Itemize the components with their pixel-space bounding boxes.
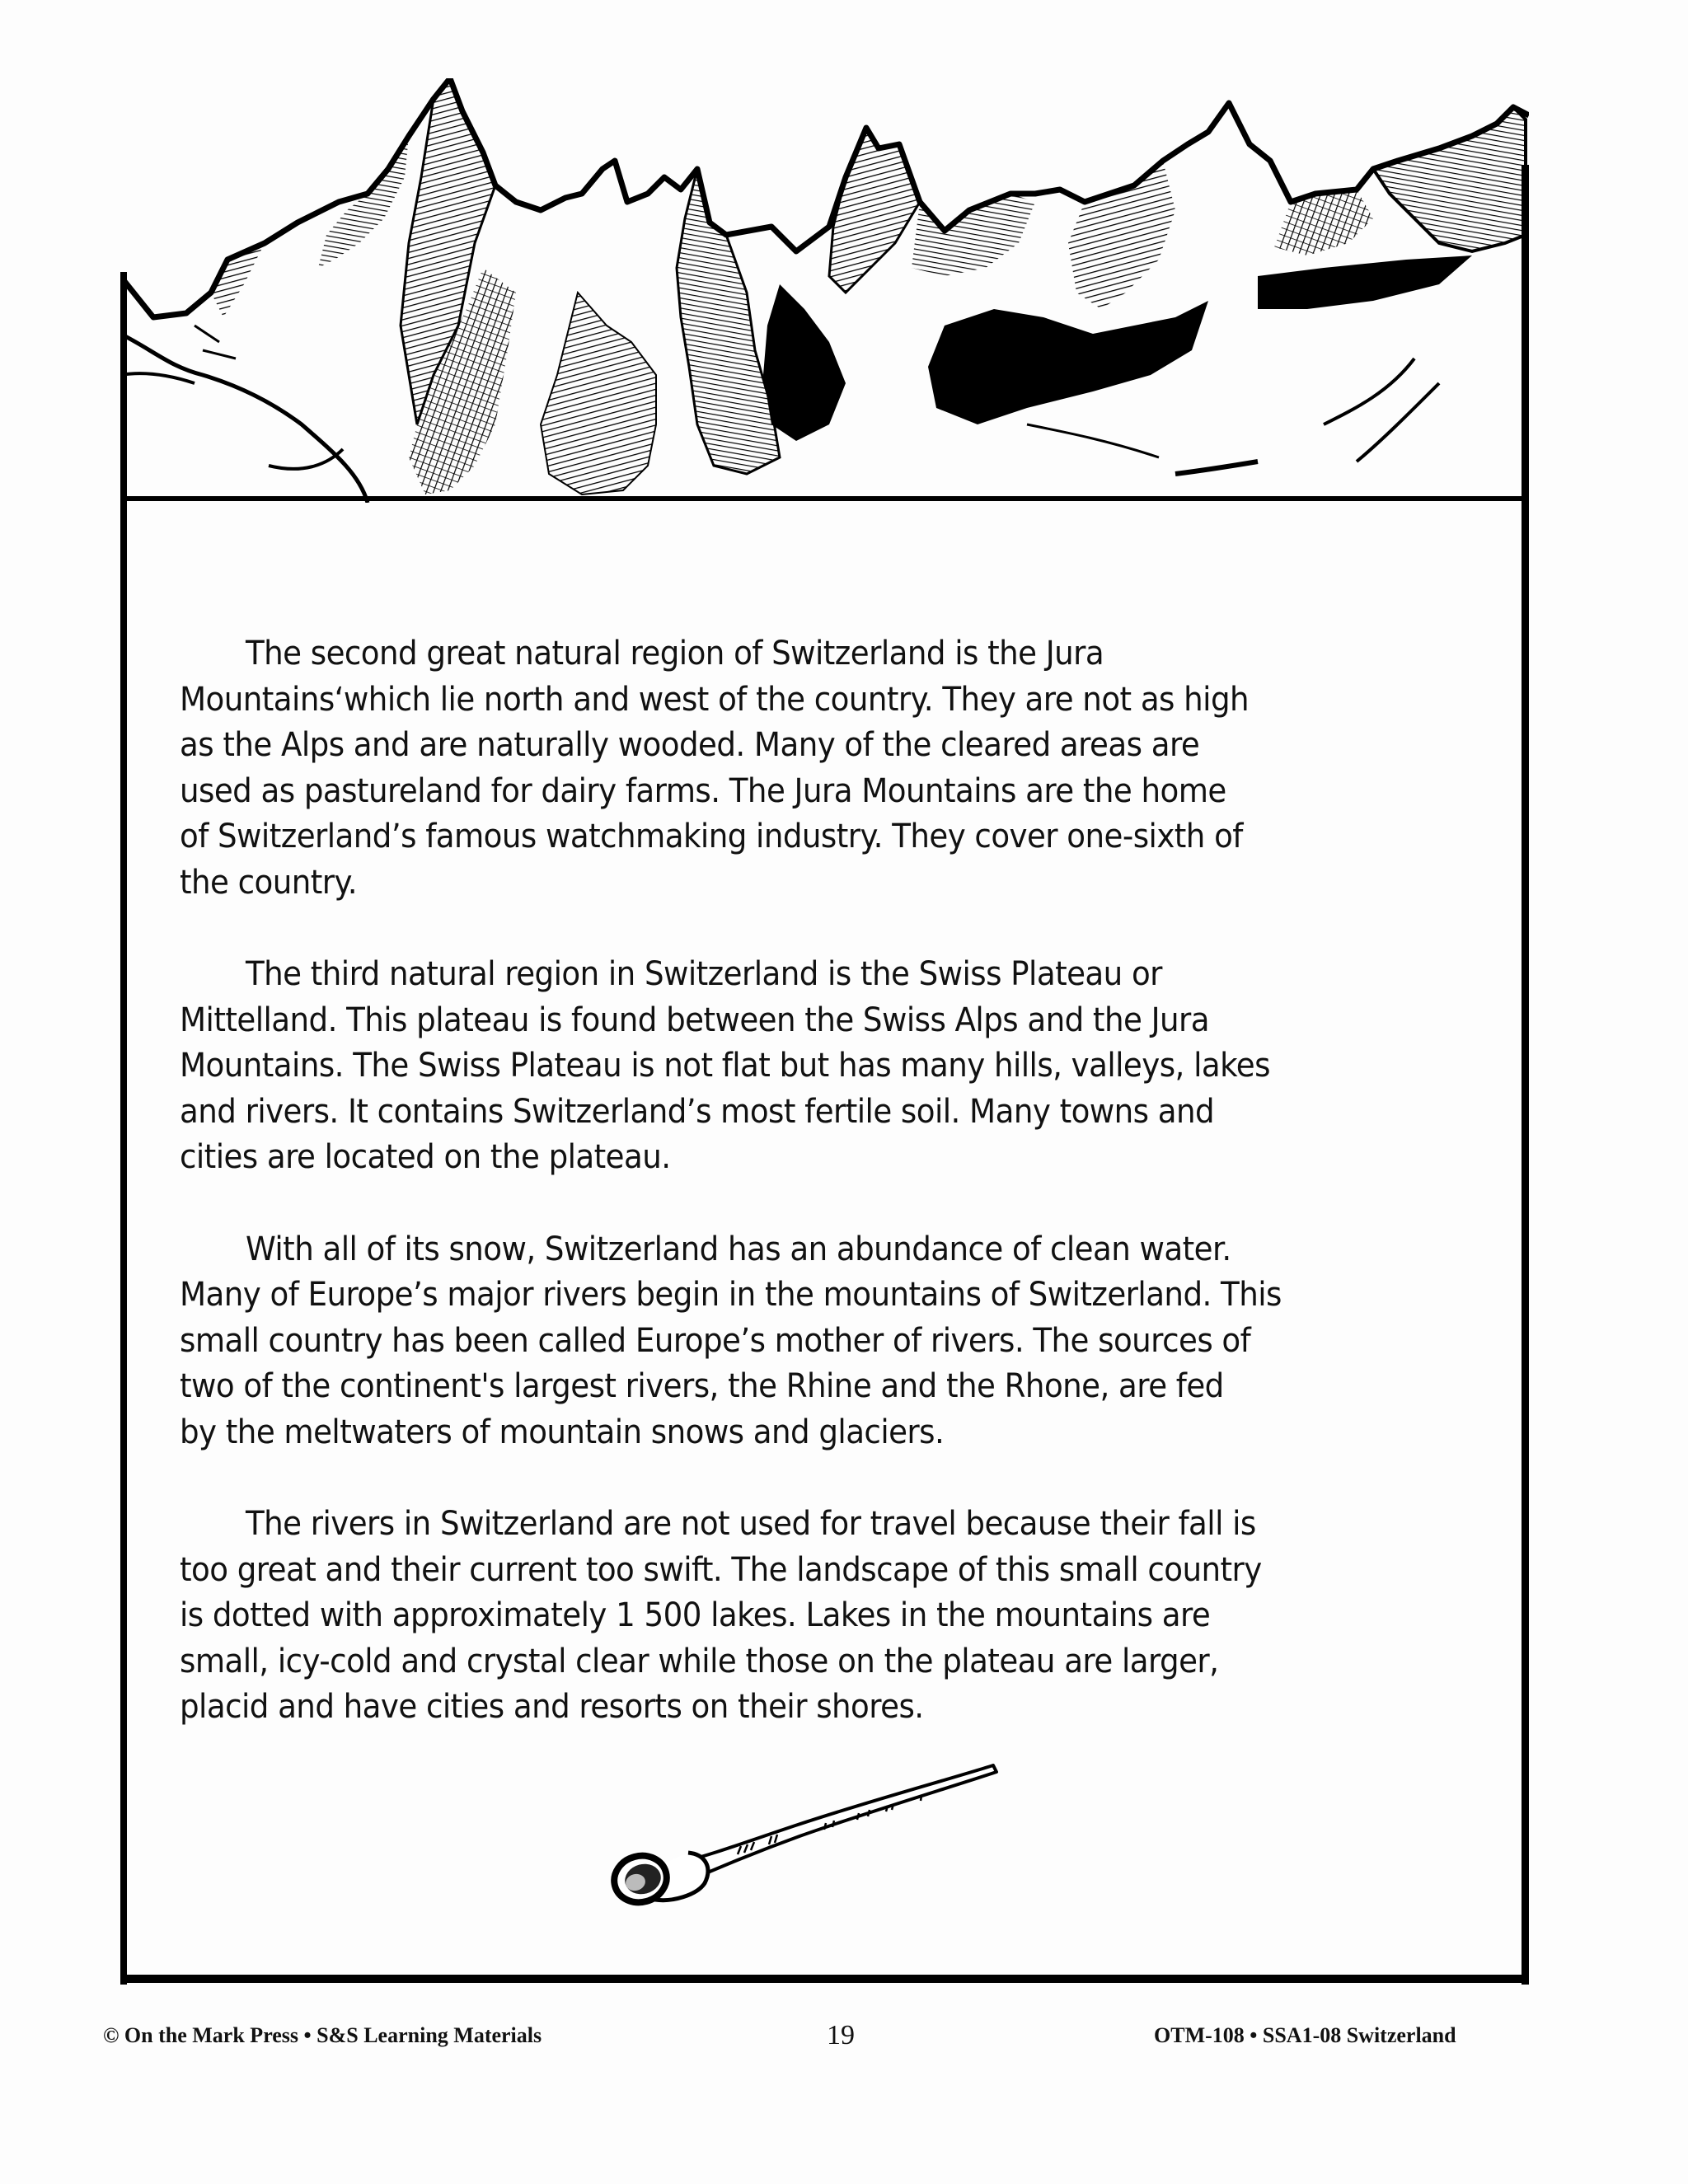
text-line: Many of Europe’s major rivers begin in the mountains of Switzerland. This [180,1276,1282,1314]
text-line: Mittelland. This plateau is found between the Swiss Alps and the Jura [180,1001,1209,1039]
text-line: and rivers. It contains Switzerland’s most fertile soil. Many towns and [180,1092,1215,1131]
text-line: too great and their current too swift. The landscape of this small country [180,1550,1262,1589]
paragraph-clean-water [180,1227,1399,1456]
frame-border-bottom [120,1975,1529,1983]
page-footer [0,2020,1688,2056]
text-line: The second great natural region of Switzerland is the Jura [245,635,1104,673]
text-line: the country. [180,863,357,902]
text-line: small, icy-cold and crystal clear while those on the plateau are larger, [180,1642,1219,1680]
text-line: Mountains. The Swiss Plateau is not flat but has many hills, valleys, lakes [180,1047,1270,1085]
article-body [180,631,1399,1777]
alps-mountains-illustration [120,78,1529,503]
copyright-publisher: © On the Mark Press • S&S Learning Materials [103,2023,542,2047]
paragraph-rivers-lakes [180,1502,1399,1731]
text-line: The third natural region in Switzerland is the Swiss Plateau or [245,955,1162,993]
text-line: small country has been called Europe’s mother of rivers. The sources of [180,1321,1251,1360]
text-line: The rivers in Switzerland are not used for travel because their fall is [245,1505,1256,1543]
text-line: as the Alps and are naturally wooded. Many of the cleared areas are [180,726,1200,764]
text-line: With all of its snow, Switzerland has an abundance of clean water. [245,1230,1231,1268]
product-code-title: OTM-108 • SSA1-08 Switzerland [1154,2023,1456,2047]
text-line: cities are located on the plateau. [180,1138,671,1176]
illustration-divider [120,496,1529,501]
text-line: two of the continent's largest rivers, the Rhine and the Rhone, are fed [180,1367,1224,1405]
page-number: 19 [827,2020,855,2050]
text-line: placid and have cities and resorts on their shores. [180,1688,924,1726]
paragraph-jura-mountains [180,631,1399,906]
text-line: used as pastureland for dairy farms. The Jura Mountains are the home [180,771,1226,810]
paragraph-swiss-plateau [180,952,1399,1181]
alphorn-illustration [606,1764,1018,1908]
text-line: by the meltwaters of mountain snows and glaciers. [180,1413,945,1451]
text-line: Mountains‘which lie north and west of the country. They are not as high [180,680,1250,719]
text-line: is dotted with approximately 1 500 lakes. Lakes in the mountains are [180,1596,1211,1634]
frame-border-left [120,272,127,1985]
frame-border-right [1522,165,1529,1985]
text-line: of Switzerland’s famous watchmaking industry. They cover one-sixth of [180,818,1243,855]
